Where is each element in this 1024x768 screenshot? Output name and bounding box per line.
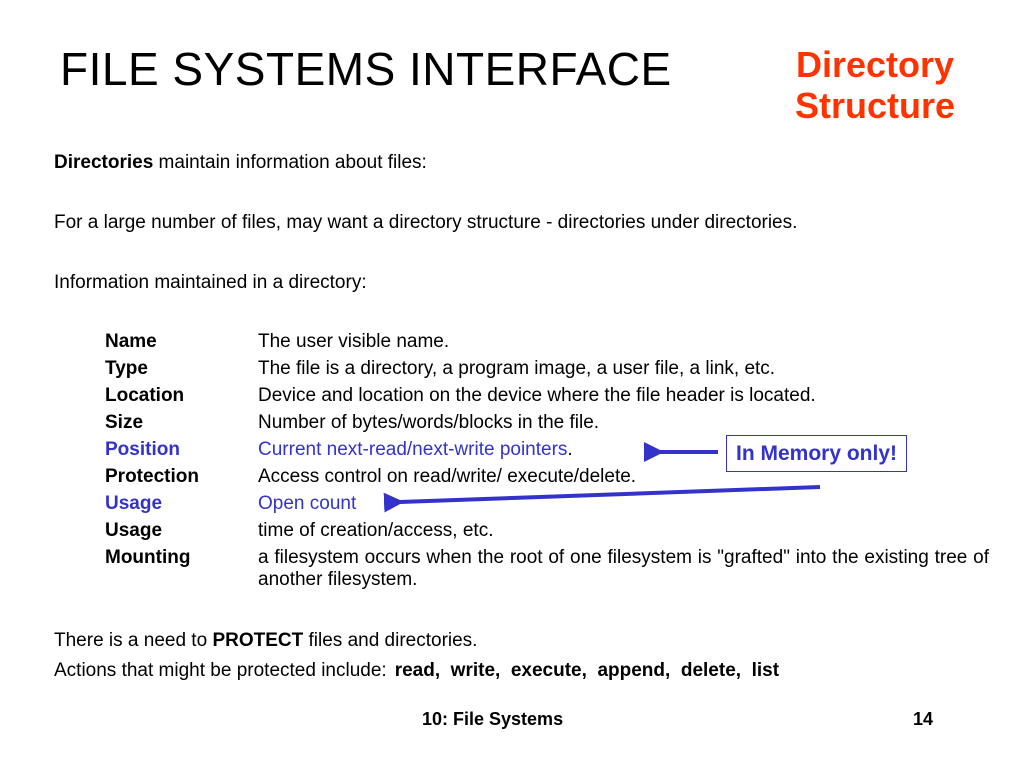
attribute-term: Position (105, 439, 180, 460)
position-desc-text: Current next-read/next-write pointers (258, 439, 568, 460)
section-heading (770, 44, 980, 127)
actions-list: read, write, execute, append, delete, list (394, 660, 780, 681)
protect-after: files and directories. (303, 630, 478, 651)
attribute-row-size (105, 409, 989, 436)
attribute-desc: Device and location on the device where the file header is located. (258, 385, 816, 406)
section-heading-line2: Structure (794, 85, 956, 127)
attribute-desc: The file is a directory, a program image, a user file, a link, etc. (258, 358, 776, 379)
attribute-term: Usage (105, 493, 163, 514)
slide-title: FILE SYSTEMS INTERFACE (60, 43, 672, 95)
actions-label: Actions that might be protected include: (54, 660, 387, 681)
attribute-term: Type (105, 358, 148, 379)
attribute-term: Name (105, 331, 157, 352)
attribute-term: Usage (105, 520, 163, 541)
directories-text: maintain information about files: (153, 152, 427, 173)
attribute-desc: Access control on read/write/ execute/delete. (258, 466, 637, 487)
protect-bold: PROTECT (212, 630, 304, 651)
attribute-desc: time of creation/access, etc. (258, 520, 494, 541)
footer-page-number: 14 (913, 709, 934, 729)
attribute-term: Location (105, 385, 185, 406)
large-number-paragraph: For a large number of files, may want a directory structure - directories under directories. (54, 212, 798, 233)
attribute-row-type (105, 355, 989, 382)
attribute-row-location (105, 382, 989, 409)
attribute-row-usage-open-count (105, 490, 989, 517)
in-memory-callout: In Memory only! (726, 435, 907, 472)
attribute-row-mounting (105, 547, 989, 591)
attribute-term: Protection (105, 466, 199, 487)
info-maintained-paragraph: Information maintained in a directory: (54, 272, 367, 293)
protect-before: There is a need to (54, 630, 213, 651)
directories-bold: Directories (54, 152, 154, 173)
section-heading-line1: Directory (795, 44, 955, 85)
attribute-desc: Open count (258, 493, 357, 514)
directories-paragraph (54, 152, 427, 175)
actions-paragraph (54, 660, 779, 683)
position-desc-period: . (567, 439, 573, 460)
attribute-desc: Number of bytes/words/blocks in the file. (258, 412, 600, 433)
attribute-term: Mounting (105, 547, 191, 568)
attribute-row-name (105, 328, 989, 355)
footer-title: 10: File Systems (422, 709, 564, 729)
attribute-desc: a filesystem occurs when the root of one filesystem is "grafted" into the existing tree of another filesystem. (258, 547, 989, 590)
attribute-row-usage-time (105, 517, 989, 544)
attribute-desc: The user visible name. (258, 331, 450, 352)
protect-paragraph (54, 630, 477, 653)
attribute-term: Size (105, 412, 144, 433)
